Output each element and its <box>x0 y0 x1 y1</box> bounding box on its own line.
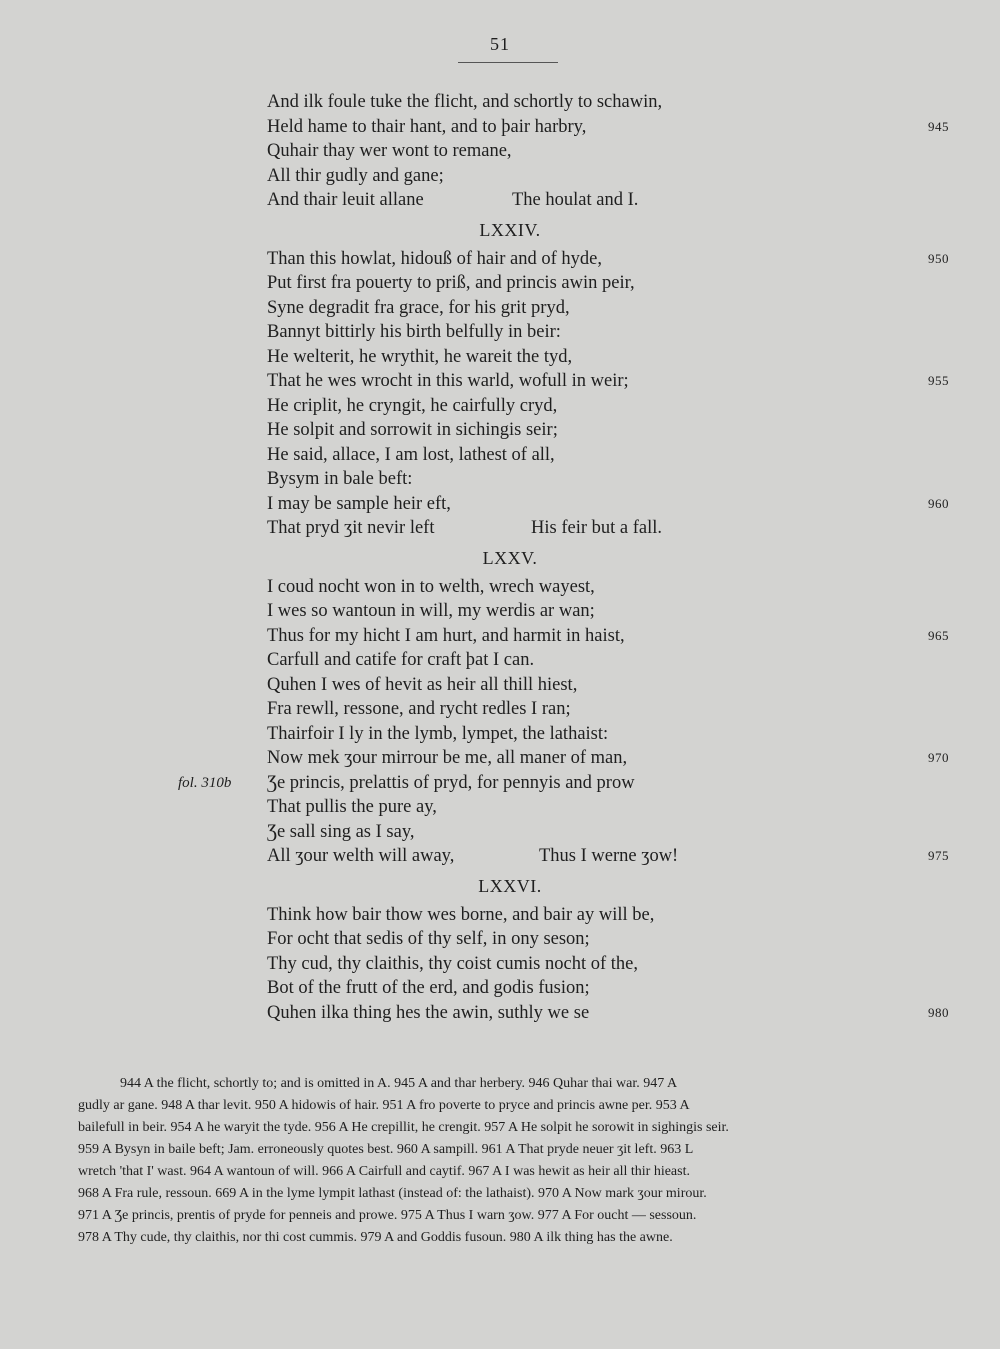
verse-line <box>0 746 1000 771</box>
verse-line <box>0 247 1000 272</box>
verse-line <box>0 271 1000 296</box>
verse-line <box>0 599 1000 624</box>
verse-text: Bannyt bittirly his birth belfully in beir: <box>267 322 561 342</box>
verse-text: He solpit and sorrowit in sichingis seir; <box>267 420 558 440</box>
footnote-line: wretch 'that I' wast. 964 A wantoun of will. 966 A Cairfull and caytif. 967 A I was hewit as heir all thir hieast. <box>78 1164 690 1179</box>
verse-line <box>0 90 1000 115</box>
verse-tail: Thus I werne ʒow! <box>539 846 679 866</box>
line-number: 965 <box>928 627 949 643</box>
verse-text: I coud nocht won in to welth, wrech wayest, <box>267 576 595 597</box>
poem-body <box>0 90 1000 1025</box>
verse-line <box>0 516 1000 541</box>
verse-text: For ocht that sedis of thy self, in ony seson; <box>267 929 590 949</box>
verse-text: Bot of the frutt of the erd, and godis fusion; <box>267 978 590 998</box>
line-number: 960 <box>928 495 949 511</box>
verse-tail: The houlat and I. <box>512 190 639 210</box>
verse-text: Quhen I wes of hevit as heir all thill hiest, <box>267 674 578 695</box>
verse-line <box>0 903 1000 928</box>
verse-text: Now mek ʒour mirrour be me, all maner of man, <box>267 748 628 768</box>
line-number: 975 <box>928 848 949 863</box>
verse-text: Carfull and catife for craft þat I can. <box>267 650 535 670</box>
verse-tail: His feir but a fall. <box>531 518 662 538</box>
verse-text: I may be sample heir eft, <box>267 493 451 514</box>
stanza-heading: LXXVI. <box>478 875 542 896</box>
line-number: 980 <box>928 1004 949 1020</box>
verse-text: Bysym in bale beft: <box>267 469 413 489</box>
verse-line <box>0 771 1000 796</box>
line-number: 970 <box>928 750 949 765</box>
verse-line <box>0 394 1000 419</box>
verse-line <box>0 369 1000 394</box>
verse-text: All ʒour welth will away, <box>267 846 455 866</box>
verse-text: Quhair thay wer wont to remane, <box>267 141 512 161</box>
stanza-heading: LXXIV. <box>479 219 541 240</box>
verse-line <box>0 296 1000 321</box>
verse-line <box>0 1001 1000 1026</box>
verse-line <box>0 320 1000 345</box>
verse-text: Syne degradit fra grace, for his grit pryd, <box>267 297 570 318</box>
verse-line <box>0 927 1000 952</box>
verse-line <box>0 844 1000 869</box>
verse-line <box>0 648 1000 673</box>
verse-line <box>0 345 1000 370</box>
footnote-line: 959 A Bysyn in baile beft; Jam. erroneously quotes best. 960 A sampill. 961 A That pryde neuer ʒit left. 963 L <box>78 1142 694 1157</box>
footnote-line: 971 A Ʒe princis, prentis of pryde for penneis and prowe. 975 A Thus I warn ʒow. 977 A For oucht — sessoun. <box>78 1208 697 1223</box>
verse-text: Fra rewll, ressone, and rycht redles I ran; <box>267 699 571 719</box>
footnote-line: 978 A Thy cude, thy claithis, nor thi cost cummis. 979 A and Goddis fusoun. 980 A ilk thing has the awne. <box>78 1230 673 1245</box>
verse-line <box>0 418 1000 443</box>
page-number: 51 <box>490 34 510 54</box>
verse-text: That pullis the pure ay, <box>267 797 437 817</box>
verse-text: And ilk foule tuke the flicht, and schortly to schawin, <box>267 92 663 112</box>
verse-line <box>0 467 1000 492</box>
verse-text: Think how bair thow wes borne, and bair ay will be, <box>267 904 655 925</box>
folio-marker: fol. 310b <box>178 774 232 791</box>
verse-text: I wes so wantoun in will, my werdis ar wan; <box>267 601 595 621</box>
stanza-heading: LXXV. <box>482 547 538 568</box>
verse-line <box>0 820 1000 845</box>
verse-text: He said, allace, I am lost, lathest of all, <box>267 444 555 465</box>
verse-line <box>0 115 1000 140</box>
verse-text: Held hame to thair hant, and to þair harbry, <box>267 116 587 137</box>
verse-line <box>0 697 1000 722</box>
line-number: 950 <box>928 250 949 266</box>
footnote-line: bailefull in beir. 954 A he waryit the tyde. 956 A He crepillit, he crengit. 957 A He solpit he sorowit in sighingis seir. <box>78 1120 729 1135</box>
verse-text: Ʒe sall sing as I say, <box>267 821 415 842</box>
verse-text: That pryd ʒit nevir left <box>267 518 435 538</box>
verse-line <box>0 139 1000 164</box>
line-number: 955 <box>928 373 949 388</box>
verse-text: All thir gudly and gane; <box>267 165 444 186</box>
verse-line <box>0 624 1000 649</box>
verse-line <box>0 443 1000 468</box>
verse-text: Put first fra pouerty to priß, and princis awin peir, <box>267 273 635 293</box>
footnotes <box>78 1073 968 1249</box>
footnote-line: 944 A the flicht, schortly to; and is omitted in A. 945 A and thar herbery. 946 Quhar thai war. 947 A <box>120 1076 678 1091</box>
footnote-line: gudly ar gane. 948 A thar levit. 950 A hidowis of hair. 951 A fro poverte to pryce and princis awne per. 953 A <box>78 1098 690 1113</box>
verse-line <box>0 492 1000 517</box>
verse-line <box>0 952 1000 977</box>
verse-line <box>0 575 1000 600</box>
verse-text: That he wes wrocht in this warld, wofull in weir; <box>267 371 629 391</box>
verse-line <box>0 976 1000 1001</box>
verse-line <box>0 795 1000 820</box>
verse-text: Thairfoir I ly in the lymb, lympet, the lathaist: <box>267 723 609 744</box>
line-number: 945 <box>928 118 949 134</box>
footnote-line: 968 A Fra rule, ressoun. 669 A in the lyme lympit lathast (instead of: the lathaist). 970 A Now mark ʒour mirour. <box>78 1186 707 1201</box>
verse-text: He welterit, he wrythit, he wareit the tyd, <box>267 346 573 367</box>
verse-line <box>0 188 1000 213</box>
verse-text: And thair leuit allane <box>267 190 424 210</box>
verse-line <box>0 164 1000 189</box>
verse-text: Thy cud, thy claithis, thy coist cumis nocht of the, <box>267 953 638 974</box>
verse-text: Ʒe princis, prelattis of pryd, for pennyis and prow <box>267 772 635 793</box>
verse-text: Thus for my hicht I am hurt, and harmit in haist, <box>267 625 625 646</box>
verse-line <box>0 722 1000 747</box>
page-number-rule <box>458 62 558 63</box>
verse-text: Quhen ilka thing hes the awin, suthly we se <box>267 1002 590 1023</box>
verse-text: He criplit, he cryngit, he cairfully cryd, <box>267 395 558 416</box>
verse-line <box>0 673 1000 698</box>
verse-text: Than this howlat, hidouß of hair and of hyde, <box>267 248 602 269</box>
